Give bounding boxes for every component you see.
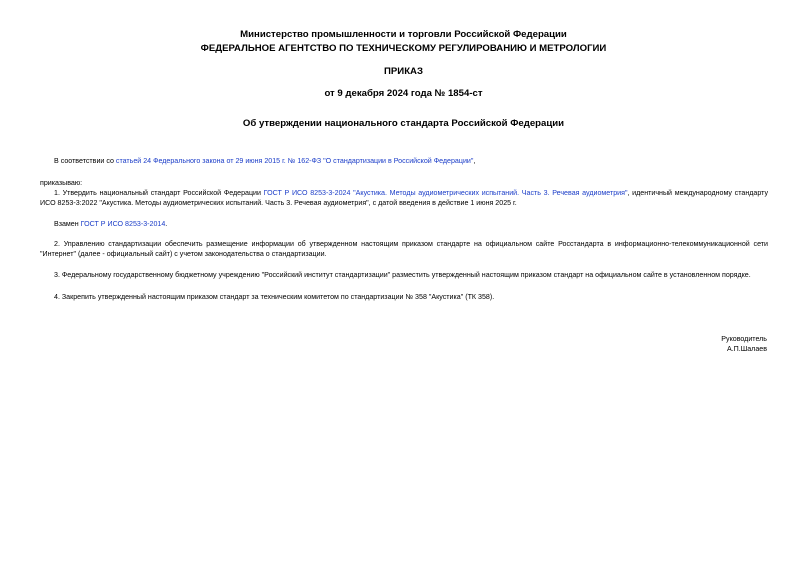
federal-law-link[interactable]: статьей 24 Федерального закона от 29 июня 2015 г. № 162-ФЗ "О стандартизации в Российской Федерации" xyxy=(115,157,474,165)
paragraph-4: 4. Закрепить утвержденный настоящим приказом стандарт за техническим комитетом по стандартизации № 358 "Акустика" (ТК 358). xyxy=(54,293,495,301)
ministry-name: Министерство промышленности и торговли Российской Федерации xyxy=(240,29,567,40)
replacement-paragraph xyxy=(40,219,768,229)
replace-prefix: Взамен xyxy=(54,220,81,228)
agency-name: ФЕДЕРАЛЬНОЕ АГЕНТСТВО ПО ТЕХНИЧЕСКОМУ РЕГУЛИРОВАНИЮ И МЕТРОЛОГИИ xyxy=(200,43,607,54)
order-word: приказываю: xyxy=(40,179,83,187)
document-title: Об утверждении национального стандарта Российской Федерации xyxy=(242,118,565,129)
p1-suffix: , идентичный международному стандарту ИСО 8253-3:2022 "Акустика. Методы аудиометрических испытаний. Часть 3. Речевая аудиометрия", с датой введения в действие 1 июня 2025 г. xyxy=(40,189,768,207)
paragraph-3: 3. Федеральному государственному бюджетному учреждению "Российский институт стандартизации" разместить утвержденный настоящим приказом стандарт на официальном сайте в установленном порядке. xyxy=(54,271,751,279)
intro-prefix: В соответствии со xyxy=(54,157,116,165)
signature-name: А.П.Шалаев xyxy=(726,345,767,353)
replace-suffix: . xyxy=(165,220,168,228)
intro-paragraph xyxy=(40,156,768,166)
document-date-number: от 9 декабря 2024 года № 1854-ст xyxy=(324,88,483,99)
document-type: ПРИКАЗ xyxy=(384,66,423,77)
gost-2024-link[interactable]: ГОСТ Р ИСО 8253-3-2024 "Акустика. Методы аудиометрических испытаний. Часть 3. Речевая аудиометрия" xyxy=(263,189,628,197)
paragraph-1 xyxy=(40,188,768,208)
intro-suffix: , xyxy=(473,157,476,165)
signature-role: Руководитель xyxy=(721,335,767,343)
gost-2014-link[interactable]: ГОСТ Р ИСО 8253-3-2014 xyxy=(80,220,166,228)
p1-prefix: 1. Утвердить национальный стандарт Российской Федерации xyxy=(54,189,264,197)
paragraph-2: 2. Управлению стандартизации обеспечить размещение информации об утвержденном настоящим приказом стандарте на официальном сайте Росстандарта в информационно-телекоммуникационной сети "Интернет" (далее - официальный сайт) с учетом законодательства о стандартизации. xyxy=(40,240,768,258)
